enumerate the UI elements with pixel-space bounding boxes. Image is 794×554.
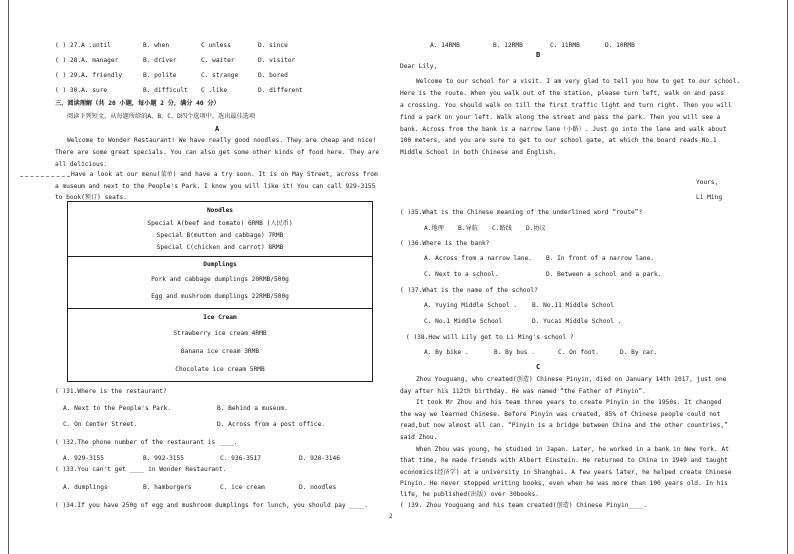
menu-item: Strawberry ice cream 4RMB: [173, 330, 267, 337]
menu-heading-dumplings: Dumplings: [203, 261, 237, 268]
passage-c-line: said Zhou.: [400, 434, 438, 441]
passage-b-line: Here is the route. When you walk out of the station, please turn left, walk on and pass: [400, 90, 725, 97]
question-32-stem: ( )32.The phone number of the restaurant is ____.: [55, 439, 238, 446]
menu-table: [67, 201, 373, 382]
left-column: ( ) 27.A .until B. when C unless D. since ( ) 28.A. manager B. driver C. waiter D. visitor ( ) 29.A. friendly B. polite C. strange D. bored ( ) 30.A. sure B. difficult C .like D. different 三、阅读理解（共 20 小题，每小题 2 分，满分 40 分） 阅读下列短文，从每题所给的A、B、C、D四个选项中，选出最佳选项 A Welcome to Wonder Restaurant! We have really good noodles. They are cheap and nice! There are some great specials. You can also get some other kinds of food here. They are all delicious. Have a look at our menu(菜单) and have a try soon. It is on May Street, across from a museum and next to the People's Park. I know you will like it! You can call 929-3155 to book(预订) seats. Noodles Special A(beef and tomato) 6RMB (人民币) Special B(mutton and cabbage) 7RMB Special C(chicken and carrot) 8RMB Dumplings Pork and cabbage dumplings 20RMB/500g Egg and mushroom dumplings 22RMB/500g Ice Cream Strawberry ice cream 4RMB Banana ice cream 3RMB Chocolate ice cream 5RMB ( )31.Where is the restaurant? A. Next to the People's Park. B. Behind a museum. C. On Center Street. D. Across from a post office. ( )32.The phone number of the restaurant is ____. A. 929-3155 B. 992-3155 C. 936-3517 D. 928-3146 ( )33.You can't get ____ in Wonder Restaurant. A. dumplings B. hamburgers C. ice cream D. noodles ( )34.If you have 250g of egg and mushroom dumplings for lunch, you should pay ____.: [55, 0, 385, 554]
option: A.地理: [424, 225, 444, 232]
question-39-stem: ( )39. Zhou Youguang and his team created(创造) Chinese Pinyin____.: [400, 502, 648, 509]
passage-c-line: read,but now almost all can. “Pinyin is a bridge between China and the other countries,”: [400, 422, 728, 429]
option: A. By bike .: [424, 349, 469, 356]
right-border-line: [787, 0, 788, 554]
option: C. On foot.: [558, 349, 599, 356]
passage-c-line: the way we learned Chinese. Before Pinyin was created, 85% of Chinese people could not: [400, 411, 721, 418]
option: C. 936-3517: [220, 455, 261, 462]
passage-a-line: There are some great specials. You can also get some other kinds of food here. They are: [55, 149, 380, 156]
option: A. dumplings: [63, 484, 108, 491]
option: C. ice cream: [220, 484, 265, 491]
section3-title: 三、阅读理解（共 20 小题，每小题 2 分，满分 40 分）: [55, 100, 220, 107]
menu-heading-ice-cream: Ice Cream: [203, 314, 237, 321]
menu-item: Special C(chicken and carrot) 8RMB: [156, 244, 284, 251]
passage-c-line: economics(经济学) at a university in Shanghai. A few years later, he helped create Chinese: [400, 469, 732, 476]
option: D.协议: [526, 225, 546, 232]
passage-a-line: all delicious.: [55, 161, 108, 168]
question-33-stem: ( )33.You can't get ____ in Wonder Restaurant.: [55, 466, 227, 473]
option: B.导航: [458, 225, 478, 232]
passage-c-line: day after his 112th birthday. He was named “the Father of Pinyin”.: [400, 388, 646, 395]
menu-item: Banana ice cream 3RMB: [180, 348, 260, 355]
passage-c-line: It took Mr Zhou and his team three years to create Pinyin in the 1950s. It changed: [416, 399, 722, 406]
menu-heading-noodles: Noodles: [206, 207, 234, 214]
passage-a-letter: A: [215, 125, 220, 133]
passage-a-line: Welcome to Wonder Restaurant! We have really good noodles. They are cheap and nice!: [67, 137, 377, 144]
option: D. noodles: [299, 484, 337, 491]
option: C. Next to a school.: [424, 271, 499, 278]
passage-b-letter: B: [536, 51, 541, 59]
letter-greeting: Dear Lily,: [400, 63, 438, 70]
question-34-stem: ( )34.If you have 250g of egg and mushroom dumplings for lunch, you should pay ____.: [55, 502, 368, 509]
option: D. 928-3146: [299, 455, 340, 462]
passage-b-line: 100 meters, and you are sure to get to our school gate, at which the board reads No.1: [400, 137, 717, 144]
question-35-stem: ( )35.What is the Chinese meaning of the underlined word “route”?: [400, 209, 643, 216]
menu-item: Egg and mushroom dumplings 22RMB/500g: [151, 293, 289, 300]
passage-a-line: to book(预订) seats.: [55, 194, 127, 201]
letter-closing: Yours,: [696, 179, 719, 186]
page-number: 2: [389, 513, 393, 520]
left-border-line: [8, 0, 9, 554]
option: B. 992-3155: [143, 455, 184, 462]
option: B. By bus .: [494, 349, 535, 356]
passage-c-line: that time, he made friends with Albert Einstein. He returned to China in 1949 and taught: [400, 457, 728, 464]
passage-b-line: bank. Across from the bank is a narrow lane（小路）. Just go into the lane and walk about: [400, 126, 727, 133]
option: B. In front of a narrow lane.: [546, 255, 655, 262]
menu-item: Special B(mutton and cabbage) 7RMB: [156, 232, 284, 239]
menu-divider: [68, 256, 372, 257]
scan-dash: [20, 176, 70, 177]
option: C.路线: [492, 225, 512, 232]
passage-c-line: When Zhou was young, he studied in Japan. Later, he worked in a bank in New York. At: [416, 446, 729, 453]
option: D. By car.: [620, 349, 658, 356]
option: D. Between a school and a park.: [546, 271, 662, 278]
option: C. No.1 Middle School: [424, 318, 503, 325]
option: A. Yuying Middle School .: [424, 302, 518, 309]
option: D. Across from a post office.: [217, 421, 326, 428]
question-38-stem: ( )38.How will Lily get to Li Ming's school ?: [406, 334, 574, 341]
option: A. Across from a narrow lane.: [424, 255, 533, 262]
passage-b-line: Welcome to our school for a visit. I am very glad to tell you how to get to our school.: [416, 78, 741, 85]
menu-item: Special A(beef and tomato) 6RMB (人民币): [147, 220, 293, 227]
question-37-stem: ( )37.What is the name of the school?: [400, 287, 538, 294]
menu-divider: [68, 308, 372, 309]
passage-b-line: a crossing. You should walk on till the first traffic light and turn right. Then you will: [400, 102, 732, 109]
question-36-stem: ( )36.Where is the bank?: [400, 240, 490, 247]
passage-c-line: Pinyin. He never stopped writing books, even when he was more than 100 years old. In his: [400, 480, 728, 487]
section3-instruction: 阅读下列短文，从每题所给的A、B、C、D四个选项中，选出最佳选项: [67, 113, 256, 120]
option: B. Behind a museum.: [217, 405, 288, 412]
passage-c-line: life, he published(出版) over 30books.: [400, 491, 540, 498]
passage-b-line: find a park on your left. Walk along the street and pass the park. Then you will see a: [400, 114, 721, 121]
menu-item: Pork and cabbage dumplings 20RMB/500g: [151, 276, 289, 283]
option: A. 929-3155: [63, 455, 104, 462]
question-31-stem: ( )31.Where is the restaurant?: [55, 388, 167, 395]
option: A. Next to the People's Park.: [63, 405, 172, 412]
passage-a-line: Have a look at our menu(菜单) and have a try soon. It is on May Street, across from: [71, 171, 378, 178]
passage-a-line: a museum and next to the People's Park. I know you will like it! You can call 929-3155: [55, 183, 376, 190]
option: B. No.11 Middle School: [532, 302, 614, 309]
menu-item: Chocolate ice cream 5RMB: [175, 366, 265, 373]
passage-c-line: Zhou Youguang, who created(创造) Chinese Pinyin, died on January 14th 2017, just one: [416, 376, 727, 383]
option: B. hamburgers: [143, 484, 192, 491]
right-column: A. 14RMB B. 12RMB C. 11RMB D. 10RMB B Dear Lily, Welcome to our school for a visit. I am very glad to tell you how to get to our school. Here is the route. When you walk out of the station, please turn left, walk on and pass a crossing. You should walk on till the first traffic light and turn right. Then you will find a park on your left. Walk along the street and pass the park. Then you will see a bank. Across from the bank is a narrow lane（小路）. Just go into the lane and walk about 100 meters, and you are sure to get to our school gate, at which the board reads No.1 Middle School in both Chinese and English. Yours, Li Ming ( )35.What is the Chinese meaning of the underlined word “route”? A.地理 B.导航 C.路线 D.协议 ( )36.Where is the bank? A. Across from a narrow lane. B. In front of a narrow lane. C. Next to a school. D. Between a school and a park. ( )37.What is the name of the school? A. Yuying Middle School . B. No.11 Middle School C. No.1 Middle School D. Yucai Middle School . ( )38.How will Lily get to Li Ming's school ? A. By bike . B. By bus . C. On foot. D. By car. C Zhou Youguang, who created(创造) Chinese Pinyin, died on January 14th 2017, just one day after his 112th birthday. He was named “the Father of Pinyin”. It took Mr Zhou and his team three years to create Pinyin in the 1950s. It changed the way we learned Chinese. Before Pinyin was created, 85% of Chinese people could not read,but now almost all can. “Pinyin is a bridge between China and the other countries,” said Zhou. When Zhou was young, he studied in Japan. Later, he worked in a bank in New York. At that time, he made friends with Albert Einstein. He returned to China in 1949 and taught economics(经济学) at a university in Shanghai. A few years later, he helped create Chinese Pinyin. He never stopped writing books, even when he was more than 100 years old. In his life, he published(出版) over 30books. ( )39. Zhou Youguang and his team created(创造) Chinese Pinyin____.: [400, 42, 741, 509]
letter-signature: Li Ming: [696, 194, 723, 201]
passage-b-line: Middle School in both Chinese and English.: [400, 149, 557, 156]
option: D. Yucai Middle School .: [532, 318, 622, 325]
passage-c-letter: C: [536, 363, 541, 371]
option: C. On Center Street.: [63, 421, 138, 428]
